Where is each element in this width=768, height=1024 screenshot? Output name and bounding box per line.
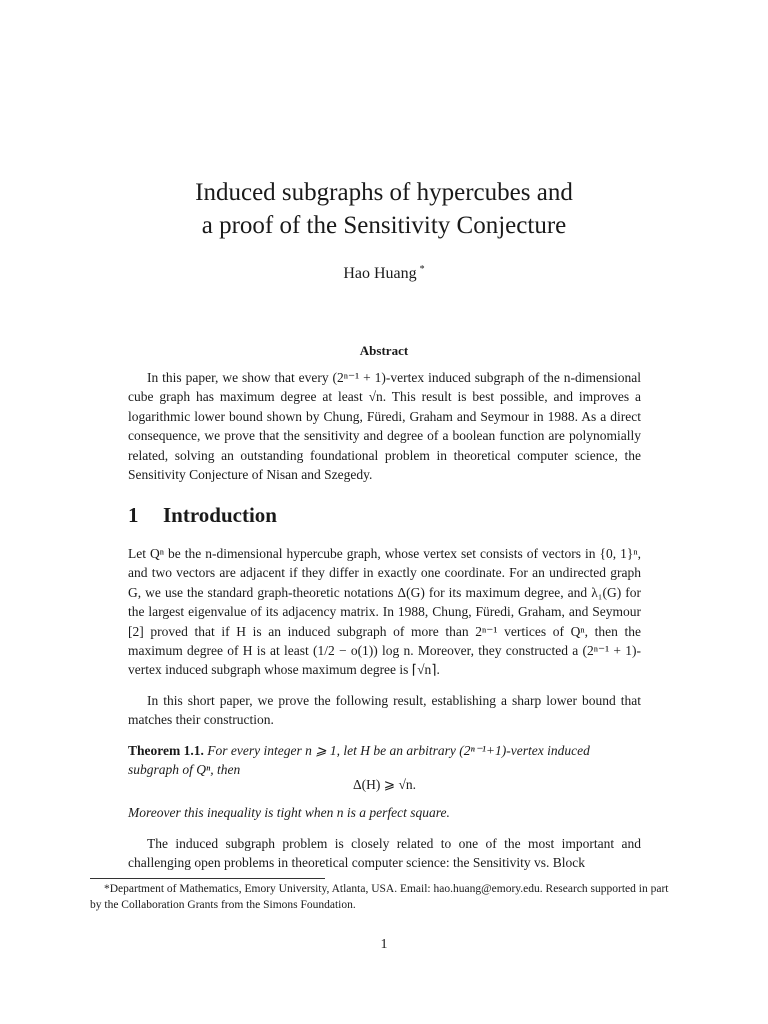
theorem-statement: For every integer n ⩾ 1, let H be an arbitrary (2ⁿ⁻¹+1)-vertex induced subgraph of Qⁿ, then — [128, 743, 590, 778]
footnote-divider — [90, 878, 325, 879]
page-number: 1 — [380, 937, 388, 952]
author-footnote-mark: * — [419, 264, 425, 275]
title-line-2: a proof of the Sensitivity Conjecture — [201, 212, 567, 239]
author-name: Hao Huang — [343, 265, 417, 282]
intro-paragraph-1: Let Qⁿ be the n-dimensional hypercube graph, whose vertex set consists of vectors in {0, 1}ⁿ, and two vectors are adjacent if they differ in exactly one coordinate. For an undirected graph G, we use the standard graph-theoretic notations Δ(G) for its maximum degree, and λ₁(G) for the largest eigenvalue of its adjacency matrix. In 1988, Chung, Füredi, Graham, and Seymour [2] proved that if H is an induced subgraph of more than 2ⁿ⁻¹ vertices of Qⁿ, then the maximum degree of H is at least (1/2 − o(1)) log n. Moreover, they constructed a (2ⁿ⁻¹ + 1)-vertex induced subgraph whose maximum degree is ⌈√n⌉. — [128, 546, 641, 678]
section-title: Introduction — [163, 503, 277, 527]
paper-title — [0, 176, 768, 242]
intro-paragraph-3: The induced subgraph problem is closely related to one of the most important and challenging open problems in theoretical computer science: the Sensitivity vs. Block — [128, 836, 641, 871]
abstract-text: In this paper, we show that every (2ⁿ⁻¹ + 1)-vertex induced subgraph of the n-dimensional cube graph has maximum degree at least √n. This result is best possible, and improves a logarithmic lower bound shown by Chung, Füredi, Graham and Seymour in 1988. As a direct consequence, we prove that the sensitivity and degree of a boolean function are polynomially related, solving an outstanding foundational problem in theoretical computer science, the Sensitivity Conjecture of Nisan and Szegedy. — [128, 370, 641, 483]
theorem-equation: Δ(H) ⩾ √n. — [352, 777, 417, 792]
theorem-block — [128, 741, 641, 780]
intro-paragraph-2: In this short paper, we prove the following result, establishing a sharp lower bound that matches their construction. — [128, 693, 641, 728]
theorem-tail: Moreover this inequality is tight when n is a perfect square. — [128, 805, 450, 820]
footnote: *Department of Mathematics, Emory University, Atlanta, USA. Email: hao.huang@emory.edu. Research supported in part by the Collaboration Grants from the Simons Foundation. — [90, 883, 669, 911]
theorem-label: Theorem 1.1. — [128, 743, 204, 758]
section-number: 1 — [128, 503, 139, 527]
abstract-heading: Abstract — [359, 343, 409, 358]
author-line — [0, 264, 768, 283]
title-line-1: Induced subgraphs of hypercubes and — [195, 179, 573, 206]
section-heading — [128, 503, 277, 528]
